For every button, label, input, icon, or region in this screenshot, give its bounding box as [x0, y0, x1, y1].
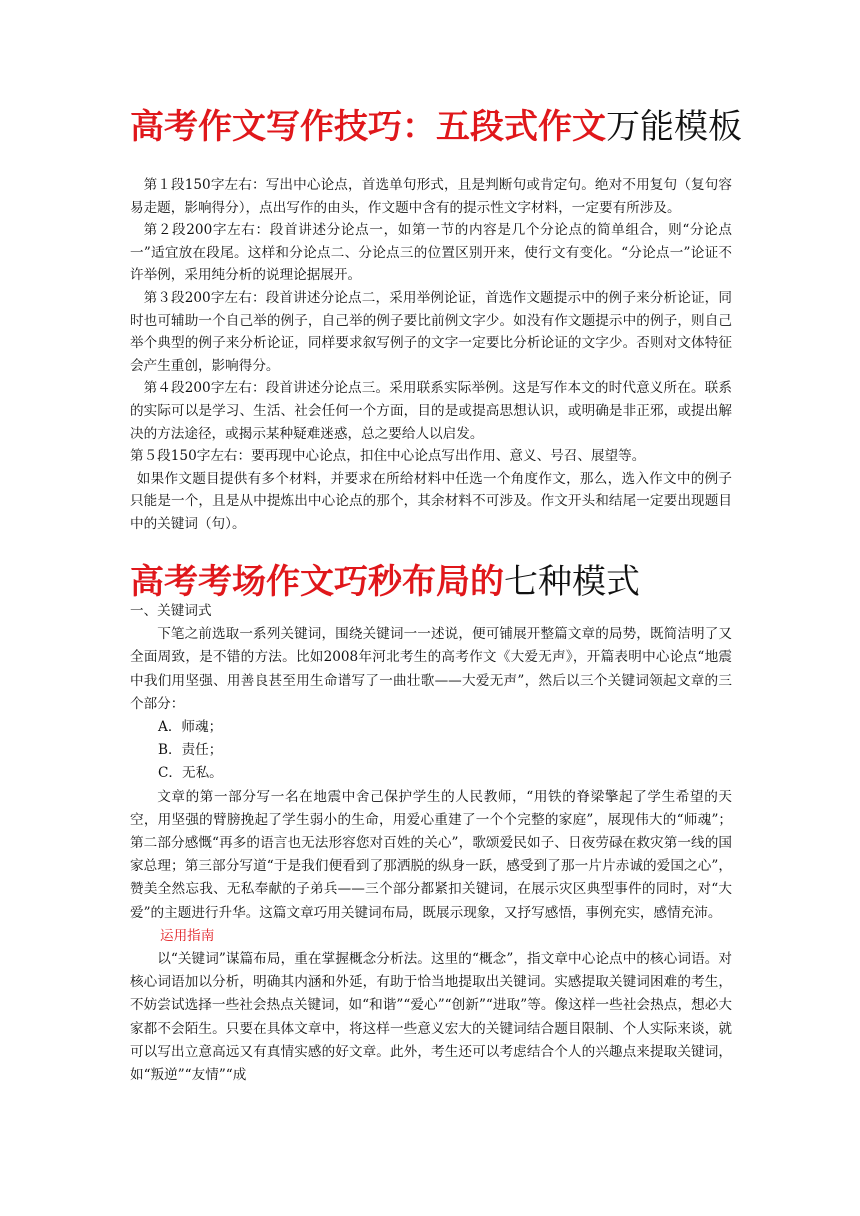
title-red-part: 高考作文写作技巧：五段式作文: [130, 107, 606, 147]
paragraph-5: 第５段150字左右：要再现中心论点，扣住中心论点写出作用、意义、号召、展望等。: [130, 448, 646, 465]
keyword-paragraph-3: 以“关键词”谋篇布局，重在掌握概念分析法。这里的“概念”，指文章中心论点中的核心词语。对核心词语加以分析，明确其内涵和外延，有助于恰当地提取出关键词。实感提取关键词困难的考生，不妨尝试选择一些社会热点关键词，如“和谐”“爱心”“创新”“进取”等。像这样一些社会热点，想必大家都不会陌生。只要在具体文章中，将这样一些意义宏大的关键词结合题目限制、个人实际来谈，就可以写出立意高远又有真情实感的好文章。此外，考生还可以考虑结合个人的兴趣点来提取关键词，如“叛逆”“友情”“成: [130, 951, 732, 1084]
five-paragraph-section: [130, 174, 732, 536]
paragraph-3: 第３段200字左右：段首讲述分论点二，采用举例论证，首选作文题提示中的例子来分析论证，同时也可辅助一个自己举的例子，自己举的例子要比前例文字少。如没有作文题提示中的例子，则自己举个典型的例子来分析论证，同样要求叙写例子的文字一定要比分析论证的文字少。否则对文体特征会产生重创，影响得分。: [130, 289, 732, 374]
list-item-a: A．师魂；: [158, 719, 223, 736]
keyword-paragraph-2: 文章的第一部分写一名在地震中舍己保护学生的人民教师，“用铁的脊梁擎起了学生希望的天空，用坚强的臂膀挽起了学生弱小的生命，用爱心重建了一个个完整的家庭”，展现伟大的“师魂”；第二部分感慨“再多的语言也无法形容您对百姓的关心”，歌颂爱民如子、日夜劳碌在救灾第一线的国家总理；第三部分写道“于是我们便看到了那洒脱的纵身一跃，感受到了那一片片赤诚的爱国之心”，赞美全然忘我、无私奉献的子弟兵——三个部分都紧扣关键词，在展示灾区典型事件的同时，对“大爱”的主题进行升华。这篇文章巧用关键词布局，既展示现象，又抒写感悟，事例充实，感情充沛。: [130, 788, 732, 921]
section-heading: 一、关键词式: [130, 603, 212, 619]
list-item-c: C．无私。: [158, 765, 223, 782]
title-black-part: 万能模板: [606, 107, 742, 147]
paragraph-4: 第４段200字左右：段首讲述分论点三。采用联系实际举例。这是写作本文的时代意义所在。联系的实际可以是学习、生活、社会任何一个方面，目的是或提高思想认识，或明确是非正邪，或提出解决的方法途径，或揭示某种疑难迷惑，总之要给人以启发。: [130, 380, 732, 442]
title-black-part: 七种模式: [504, 562, 640, 602]
paragraph-2: 第２段200字左右：段首讲述分论点一，如第一节的内容是几个分论点的简单组合，则“分论点一”适宜放在段尾。这样和分论点二、分论点三的位置区别开来，使行文有变化。“分论点一”论证不许举例，采用纯分析的说理论据展开。: [130, 222, 732, 284]
paragraph-1: 第１段150字左右：写出中心论点，首选单句形式，且是判断句或肯定句。绝对不用复句（复句容易走题，影响得分），点出写作的由头，作文题中含有的提示性文字材料，一定要有所涉及。: [130, 177, 732, 216]
keyword-section: [130, 600, 732, 1087]
title-five-paragraph-template: [130, 107, 742, 147]
paragraph-note: 如果作文题目提供有多个材料，并要求在所给材料中任选一个角度作文，那么，选入作文中的例子只能是一个，且是从中提炼出中心论点的那个，其余材料不可涉及。作文开头和结尾一定要出现题目中的关键词（句）。: [130, 470, 732, 532]
guide-label: 运用指南: [160, 927, 215, 944]
title-seven-layouts: [130, 562, 640, 602]
list-item-b: B．责任；: [158, 742, 223, 759]
keyword-paragraph-1: 下笔之前选取一系列关键词，围绕关键词一一述说，便可铺展开整篇文章的局势，既简洁明了又全面周致，是不错的方法。比如2008年河北考生的高考作文《大爱无声》，开篇表明中心论点“地震中我们用坚强、用善良甚至用生命谱写了一曲壮歌——大爱无声”，然后以三个关键词领起文章的三个部分：: [130, 626, 732, 712]
title-red-part: 高考考场作文巧秒布局的: [130, 562, 504, 602]
